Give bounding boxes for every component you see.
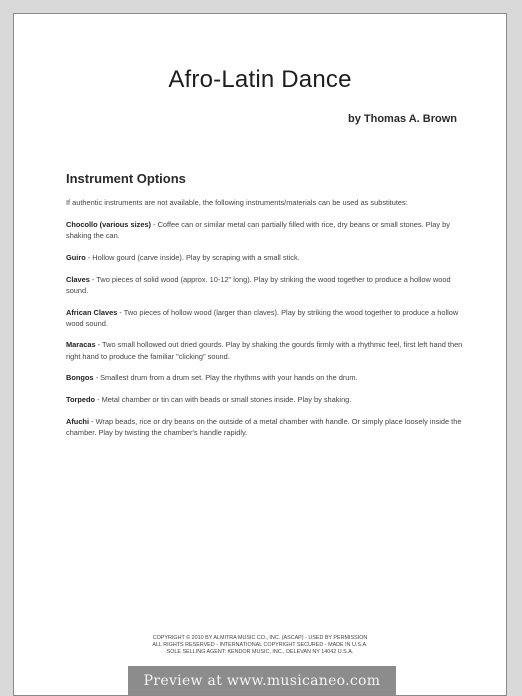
instrument-description: - Wrap beads, rice or dry beans on the outside of a metal chamber with handle. Or simply place loosely inside the chamber. Play by twisting the chamber's handle rapidly. (66, 416, 462, 437)
instrument-item (66, 252, 466, 263)
preview-watermark: Preview at www.musicaneo.com (128, 666, 396, 696)
instrument-name: Chocollo (various sizes) (66, 220, 152, 229)
instrument-item (66, 394, 466, 405)
instrument-name: Claves (66, 274, 90, 284)
instrument-name: Maracas (66, 340, 96, 350)
instrument-description: - Two small hollowed out dried gourds. Play by shaking the gourds firmly with a rhythmic feel, first left hand then right hand to produce the familiar "clicking" sound. (66, 340, 463, 361)
instrument-name: Torpedo (66, 395, 96, 405)
instrument-description: - Smallest drum from a drum set. Play the rhythms with your hands on the drum. (93, 373, 358, 383)
instrument-item (66, 307, 466, 329)
instrument-name: Guiro (66, 252, 86, 262)
instrument-list (66, 219, 466, 449)
copyright-line: SOLE SELLING AGENT: KENDOR MUSIC, INC., DELEVAN NY 14042 U.S.A. (166, 649, 354, 655)
instrument-description: - Two pieces of solid wood (approx. 10-12" long). Play by striking the wood together to produce a hollow wood sound. (66, 274, 451, 295)
composer-credit: by Thomas A. Brown (348, 113, 457, 125)
instrument-description: - Two pieces of hollow wood (larger than claves). Play by striking the wood together to produce a hollow wood sound. (66, 307, 459, 328)
instrument-description: - Coffee can or similar metal can partially filled with rice, dry beans or small stones. Play by shaking the can. (66, 220, 450, 241)
copyright-line: COPYRIGHT © 2010 BY ALMITRA MUSIC CO., INC. (ASCAP) - USED BY PERMISSION (152, 635, 368, 641)
instrument-name: Bongos (66, 373, 94, 383)
instrument-item (66, 274, 466, 296)
instrument-description: - Hollow gourd (carve inside). Play by scraping with a small stick. (85, 252, 300, 262)
score-page (13, 13, 507, 696)
instrument-item (66, 339, 466, 361)
instrument-item (66, 219, 466, 241)
piece-title: Afro-Latin Dance (168, 66, 352, 93)
instrument-item (66, 416, 466, 438)
instrument-name: Afuchi (66, 416, 89, 426)
intro-text: If authentic instruments are not available, the following instruments/materials can be used as substitutes: (66, 198, 408, 207)
instrument-description: - Metal chamber or tin can with beads or small stones inside. Play by shaking. (95, 395, 352, 405)
instrument-name: African Claves (66, 307, 118, 317)
section-heading: Instrument Options (66, 171, 186, 186)
copyright-notice (14, 635, 506, 656)
instrument-item (66, 372, 466, 383)
copyright-line: ALL RIGHTS RESERVED - INTERNATIONAL COPYRIGHT SECURED - MADE IN U.S.A. (152, 642, 368, 648)
